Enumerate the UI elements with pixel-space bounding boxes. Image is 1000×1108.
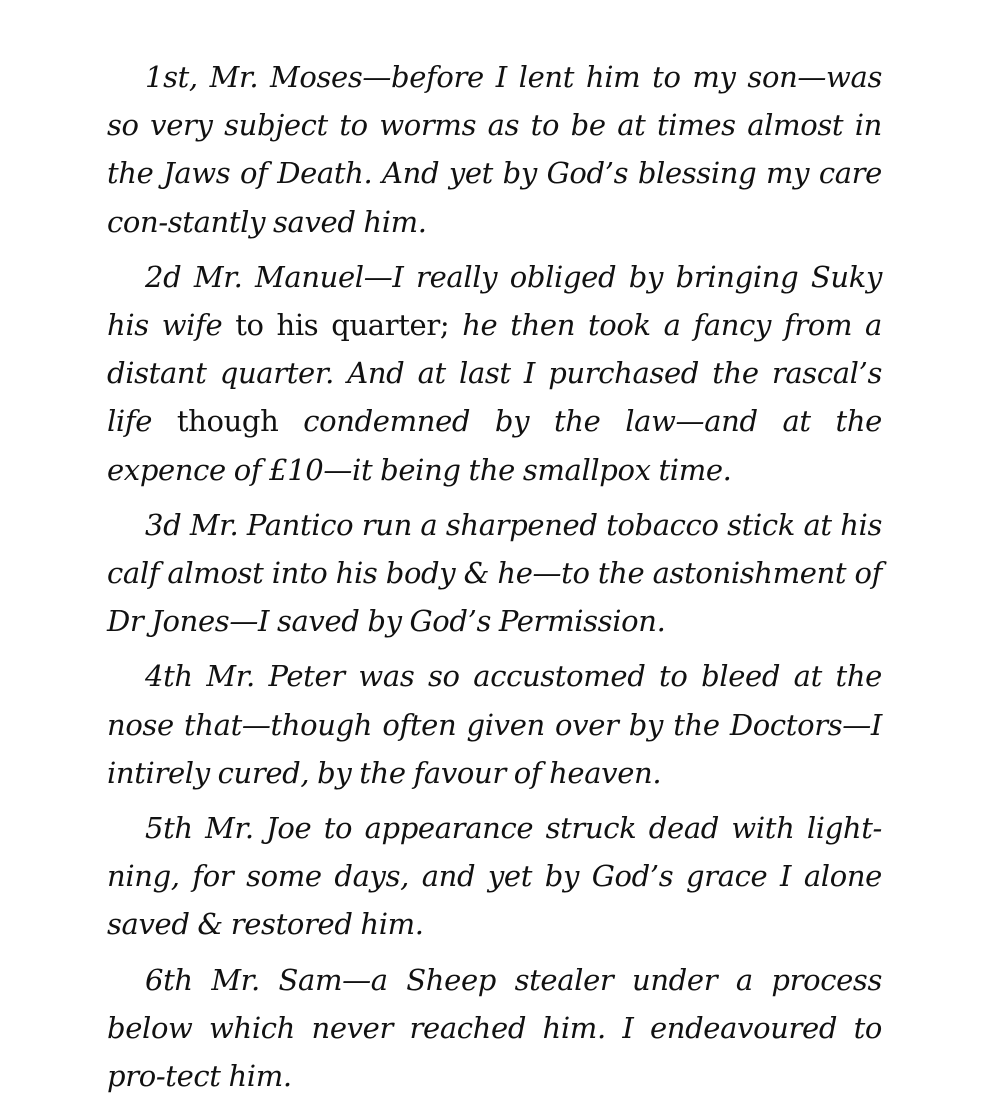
document-page <box>107 53 882 1100</box>
paragraph-moses <box>107 53 882 246</box>
paragraph-text: 6th Mr. Sam—a Sheep stealer under a process below which never reached him. I endeavoured to pro-tect him. <box>107 962 882 1094</box>
paragraph-text: 3d Mr. Pantico run a sharpened tobacco stick at his calf almost into his body & he—to the astonishment of Dr Jones—I saved by God’s Permission. <box>107 507 882 639</box>
paragraph-manuel <box>107 253 882 494</box>
paragraph-text: 4th Mr. Peter was so accustomed to bleed at the nose that—though often given over by the Doctors—I intirely cured, by the favour of heaven. <box>107 659 882 790</box>
paragraph-sam <box>107 956 882 1101</box>
paragraph-text-italic: 2d Mr. Manuel—I really obliged by bringing Suky his wife <box>107 259 882 343</box>
paragraph-pantico <box>107 501 882 646</box>
paragraph-text-roman: though <box>152 404 304 439</box>
paragraph-text-italic: condemned by the law—and at the expence of £10—it being the smallpox time. <box>107 404 882 487</box>
paragraph-text-italic: he then took a fancy from a distant quarter. And at last I purchased the rascal’s life <box>107 308 882 439</box>
paragraph-text: 5th Mr. Joe to appearance struck dead with light-ning, for some days, and yet by God’s grace I alone saved & restored him. <box>107 811 882 942</box>
paragraph-peter <box>107 652 882 797</box>
paragraph-text: 1st, Mr. Moses—before I lent him to my son—was so very subject to worms as to be at times almost in the Jaws of Death. And yet by God’s blessing my care con-stantly saved him. <box>107 60 882 239</box>
paragraph-joe <box>107 804 882 949</box>
paragraph-text-roman: to his quarter; <box>222 308 463 343</box>
